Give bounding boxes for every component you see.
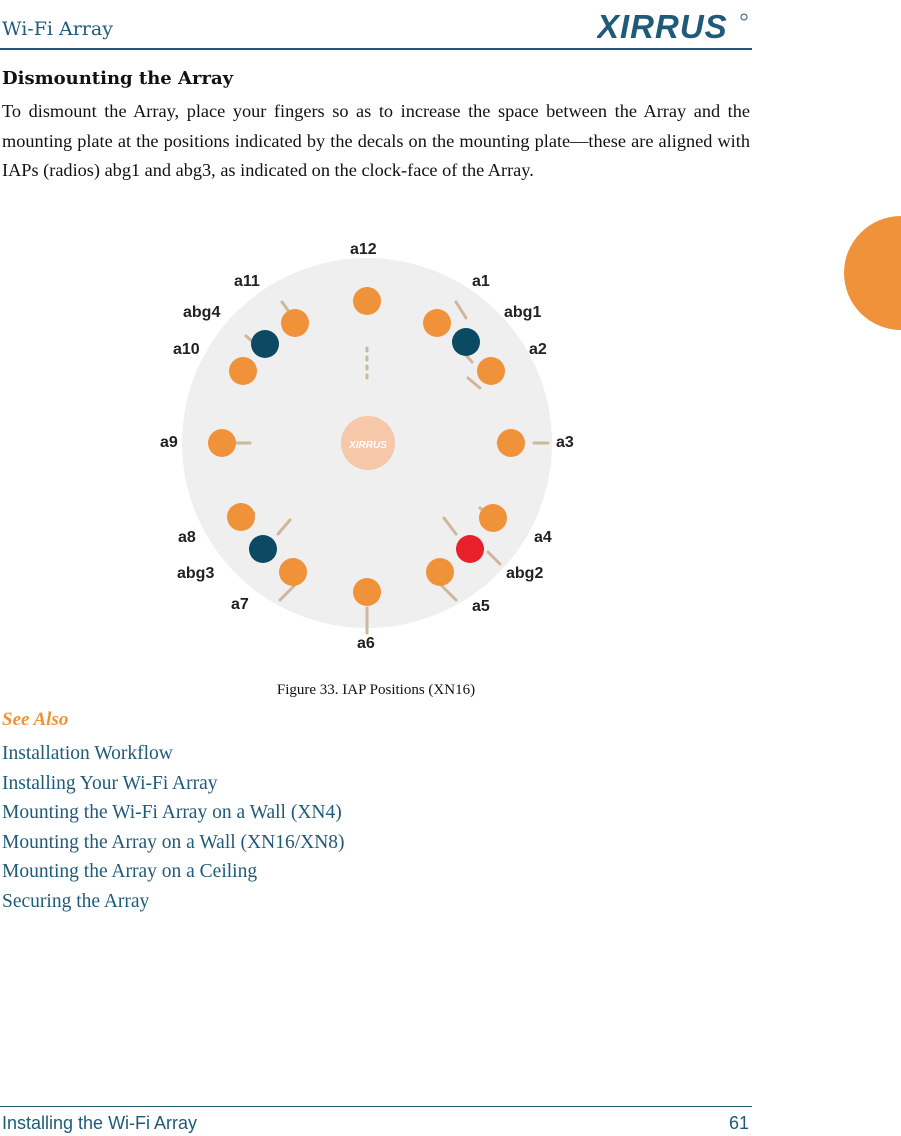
radio-a5 [426, 558, 454, 586]
iap-clock-diagram [150, 228, 590, 664]
label-a5: a5 [472, 598, 490, 615]
label-abg1: abg1 [504, 304, 542, 321]
footer-chapter-title: Installing the Wi-Fi Array [2, 1113, 198, 1133]
label-abg4: abg4 [183, 304, 221, 321]
label-a8: a8 [178, 529, 196, 546]
radio-a6 [353, 578, 381, 606]
label-a12: a12 [350, 241, 377, 258]
label-a10: a10 [173, 341, 200, 358]
link-installing-wifi-array[interactable]: Installing Your Wi-Fi Array [2, 772, 218, 794]
figure-caption: Figure 33. IAP Positions (XN16) [276, 682, 476, 698]
label-a7: a7 [231, 596, 249, 613]
link-installation-workflow[interactable]: Installation Workflow [2, 743, 173, 764]
xirrus-logo [597, 8, 749, 44]
radio-a3 [497, 429, 525, 457]
radio-a1 [423, 309, 451, 337]
section-heading: Dismounting the Array [2, 68, 234, 89]
link-securing-array[interactable]: Securing the Array [2, 890, 150, 912]
body-paragraph: To dismount the Array, place your fingers so as to increase the space between the Array and the mounting plate at the positions indicated by the decals on the mounting plate—these are aligned with IAPs (radios) abg1 and abg3, as indicated on the clock-face of the Array. [2, 101, 750, 180]
see-also-heading: See Also [2, 709, 69, 730]
radio-abg3 [249, 535, 277, 563]
center-logo-text: XIRRUS [349, 440, 387, 451]
header-divider [0, 48, 752, 50]
link-mounting-wall-xn16-xn8[interactable]: Mounting the Array on a Wall (XN16/XN8) [2, 831, 345, 853]
label-a11: a11 [234, 273, 260, 290]
radio-a7 [279, 558, 307, 586]
running-header-title: Wi-Fi Array [2, 18, 113, 40]
radio-a8 [227, 503, 255, 531]
chapter-tab-marker [844, 216, 901, 330]
label-a6: a6 [357, 635, 375, 652]
iap-positions-figure [150, 228, 590, 664]
page-number: 61 [728, 1113, 749, 1133]
label-abg2: abg2 [506, 565, 544, 582]
link-mounting-ceiling[interactable]: Mounting the Array on a Ceiling [2, 861, 258, 882]
label-a4: a4 [534, 529, 552, 546]
label-a9: a9 [160, 434, 178, 451]
radio-a4 [479, 504, 507, 532]
label-a1: a1 [472, 273, 490, 290]
radio-a2 [477, 357, 505, 385]
label-abg3: abg3 [177, 565, 215, 582]
radio-abg2 [456, 535, 484, 563]
svg-text:XIRRUS: XIRRUS [597, 8, 728, 44]
footer-divider [0, 1106, 752, 1107]
label-a2: a2 [529, 341, 547, 358]
radio-a9 [208, 429, 236, 457]
radio-a10 [229, 357, 257, 385]
radio-a11 [281, 309, 309, 337]
radio-abg1 [452, 328, 480, 356]
label-a3: a3 [556, 434, 574, 451]
see-also-links [2, 739, 345, 916]
radio-a12 [353, 287, 381, 315]
link-mounting-wall-xn4[interactable]: Mounting the Wi-Fi Array on a Wall (XN4) [2, 802, 342, 823]
radio-abg4 [251, 330, 279, 358]
